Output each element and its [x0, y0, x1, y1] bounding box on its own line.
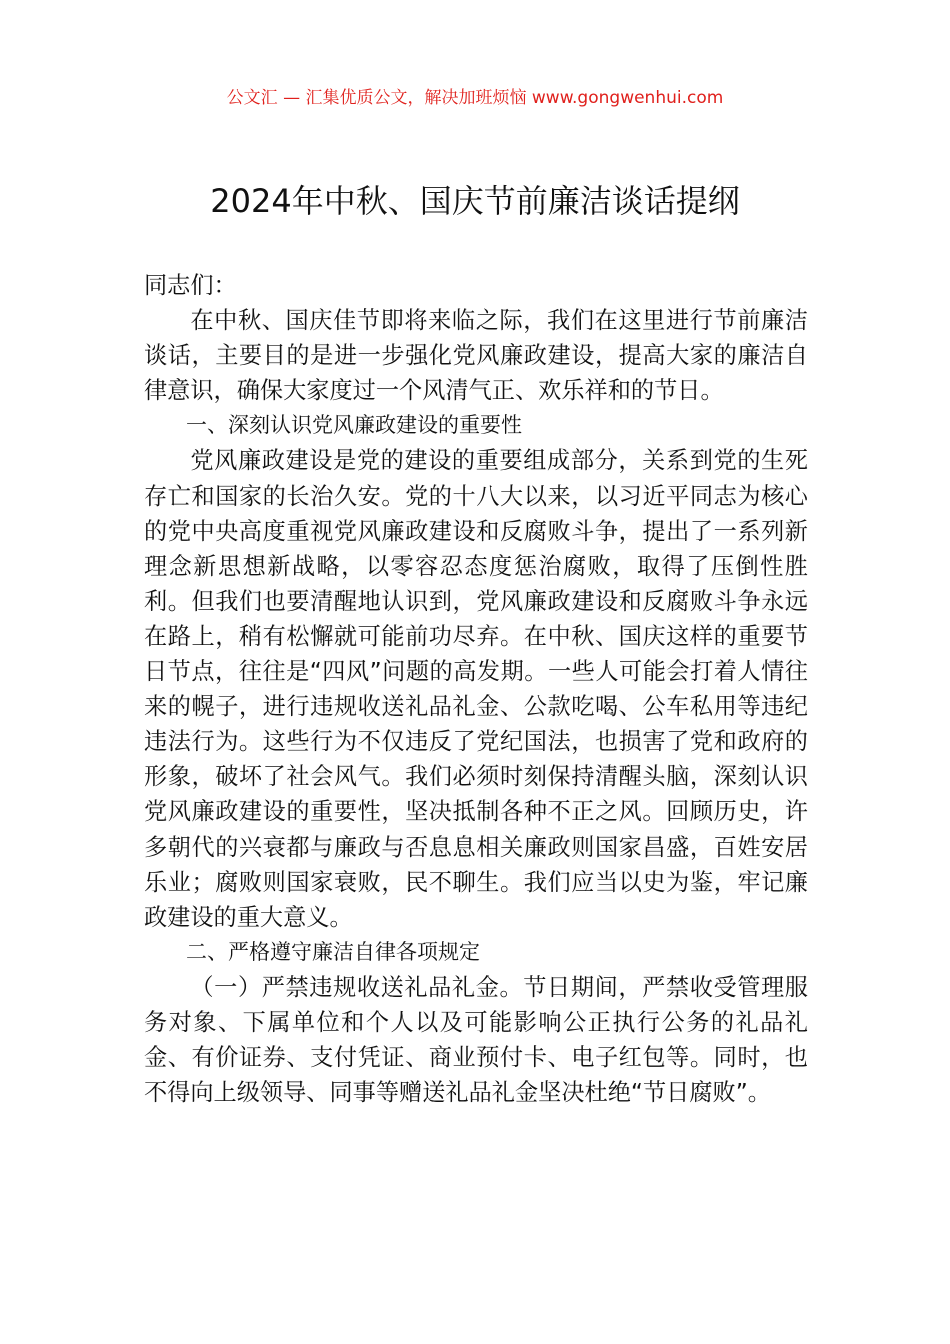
- paragraph-section-2-item-1: （一）严禁违规收送礼品礼金。节日期间，严禁收受管理服务对象、下属单位和个人以及可能影响公正执行公务的礼品礼金、有价证券、支付凭证、商业预付卡、电子红包等。同时，也不得向上级领导、同事等赠送礼品礼金坚决杜绝“节日腐败”。: [144, 973, 808, 1107]
- document-title: 2024年中秋、国庆节前廉洁谈话提纲: [210, 182, 740, 220]
- header-banner: 公文汇 — 汇集优质公文，解决加班烦恼 www.gongwenhui.com: [226, 88, 724, 108]
- section-heading-1: 一、深刻认识党风廉政建设的重要性: [186, 413, 522, 438]
- document-body: [144, 268, 808, 1110]
- section-heading-2: 二、严格遵守廉洁自律各项规定: [186, 939, 480, 964]
- paragraph-intro: 在中秋、国庆佳节即将来临之际，我们在这里进行节前廉洁谈话，主要目的是进一步强化党风廉政建设，提高大家的廉洁自律意识，确保大家度过一个风清气正、欢乐祥和的节日。: [144, 307, 808, 405]
- paragraph-section-1: 党风廉政建设是党的建设的重要组成部分，关系到党的生死存亡和国家的长治久安。党的十八大以来，以习近平同志为核心的党中央高度重视党风廉政建设和反腐败斗争，提出了一系列新理念新思想新战略，以零容忍态度惩治腐败，取得了压倒性胜利。但我们也要清醒地认识到，党风廉政建设和反腐败斗争永远在路上，稍有松懈就可能前功尽弃。在中秋、国庆这样的重要节日节点，往往是“四风”问题的高发期。一些人可能会打着人情往来的幌子，进行违规收送礼品礼金、公款吃喝、公车私用等违纪违法行为。这些行为不仅违反了党纪国法，也损害了党和政府的形象，破坏了社会风气。我们必须时刻保持清醒头脑，深刻认识党风廉政建设的重要性，坚决抵制各种不正之风。回顾历史，许多朝代的兴衰都与廉政与否息息相关廉政则国家昌盛，百姓安居乐业；腐败则国家衰败，民不聊生。我们应当以史为鉴，牢记廉政建设的重大意义。: [144, 447, 808, 931]
- salutation: 同志们：: [144, 272, 237, 299]
